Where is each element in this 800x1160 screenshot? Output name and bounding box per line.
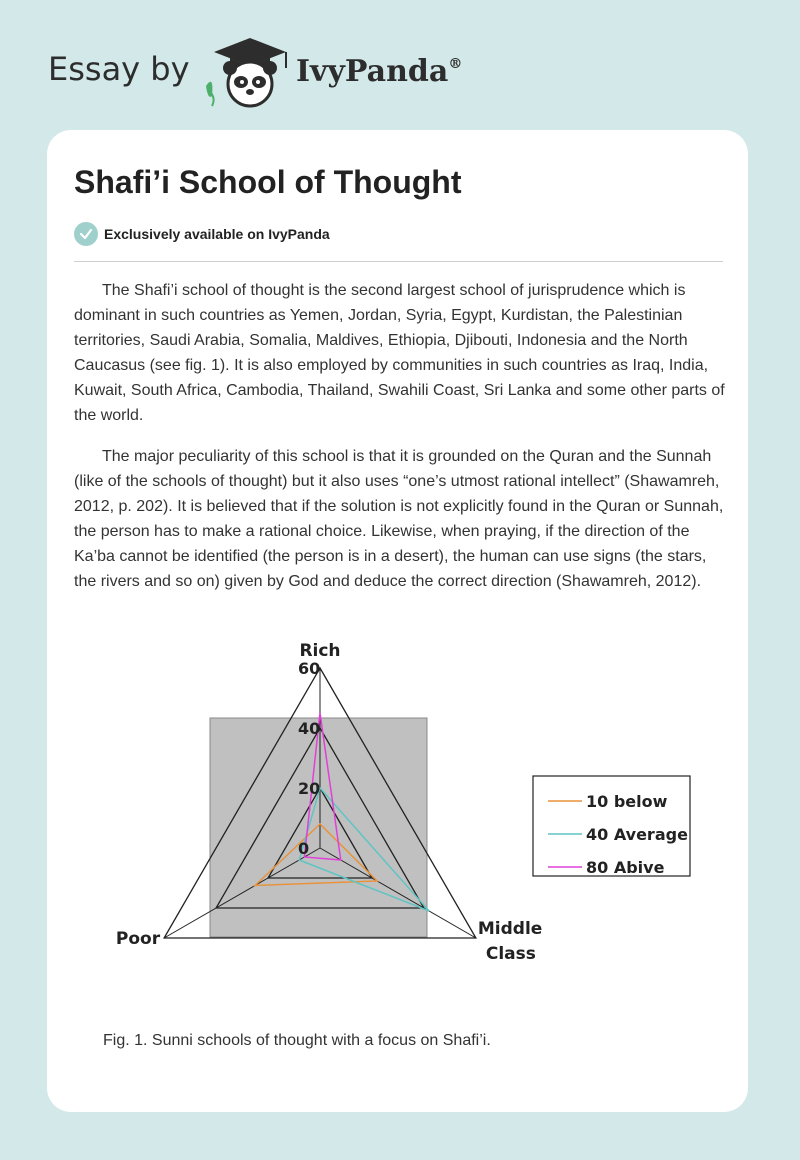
axis-label: Rich [299, 641, 341, 661]
article-card [47, 130, 748, 1112]
essay-by-label: Essay by [48, 50, 190, 88]
figure-caption: Fig. 1. Sunni schools of thought with a focus on Shafi’i. [103, 1032, 491, 1049]
axis-label: Middle Class [477, 919, 543, 964]
paragraph-2: The major peculiarity of this school is that it is grounded on the Quran and the Sunnah (like of the schools of thought) but it also uses “one’s utmost rational intellect” (Shawamreh, 2012, p. 202). It is believed that if the solution is not explicitly found in the Quran or Sunnah, the person has to make a rational choice. Likewise, when praying, if the direction of the Ka’ba cannot be identified (the person is in a desert), the human can use signs (the stars, the rivers and so on) given by God and deduce the correct direction (Shawamreh, 2012). [74, 448, 724, 590]
exclusive-badge-text: Exclusively available on IvyPanda [104, 226, 330, 242]
check-icon [74, 222, 98, 246]
brand-name-text: IvyPanda [296, 54, 449, 89]
legend-label-3: 80 Abive [586, 858, 665, 877]
divider [74, 261, 723, 262]
tick-label: 40 [298, 719, 321, 738]
legend-label-1: 10 below [586, 792, 668, 811]
exclusive-badge [74, 222, 330, 246]
axis-label: Poor [115, 929, 161, 949]
page-title: Shafi’i School of Thought [74, 164, 462, 200]
tick-label: 20 [298, 779, 321, 798]
article-body [74, 278, 726, 610]
radar-chart [115, 641, 697, 1005]
registered-mark: ® [448, 56, 463, 72]
tick-label: 60 [298, 659, 321, 678]
legend-label-2: 40 Average [586, 825, 688, 844]
panda-logo-icon[interactable] [200, 34, 300, 110]
site-header [0, 0, 800, 120]
chart-plot-area [210, 718, 427, 937]
brand-name[interactable] [296, 54, 462, 89]
paragraph-1: The Shafi’i school of thought is the second largest school of jurisprudence which is dominant in such countries as Yemen, Jordan, Syria, Egypt, Kurdistan, the Palestinian territories, Saudi Arabia, Somalia, Maldives, Ethiopia, Djibouti, Indonesia and the North Caucasus (see fig. 1). It is also employed by communities in such countries as Iraq, India, Kuwait, South Africa, Cambodia, Thailand, Swahili Coast, Sri Lanka and some other parts of the world. [74, 282, 725, 424]
tick-label: 0 [298, 839, 310, 858]
chart-legend [533, 776, 690, 877]
